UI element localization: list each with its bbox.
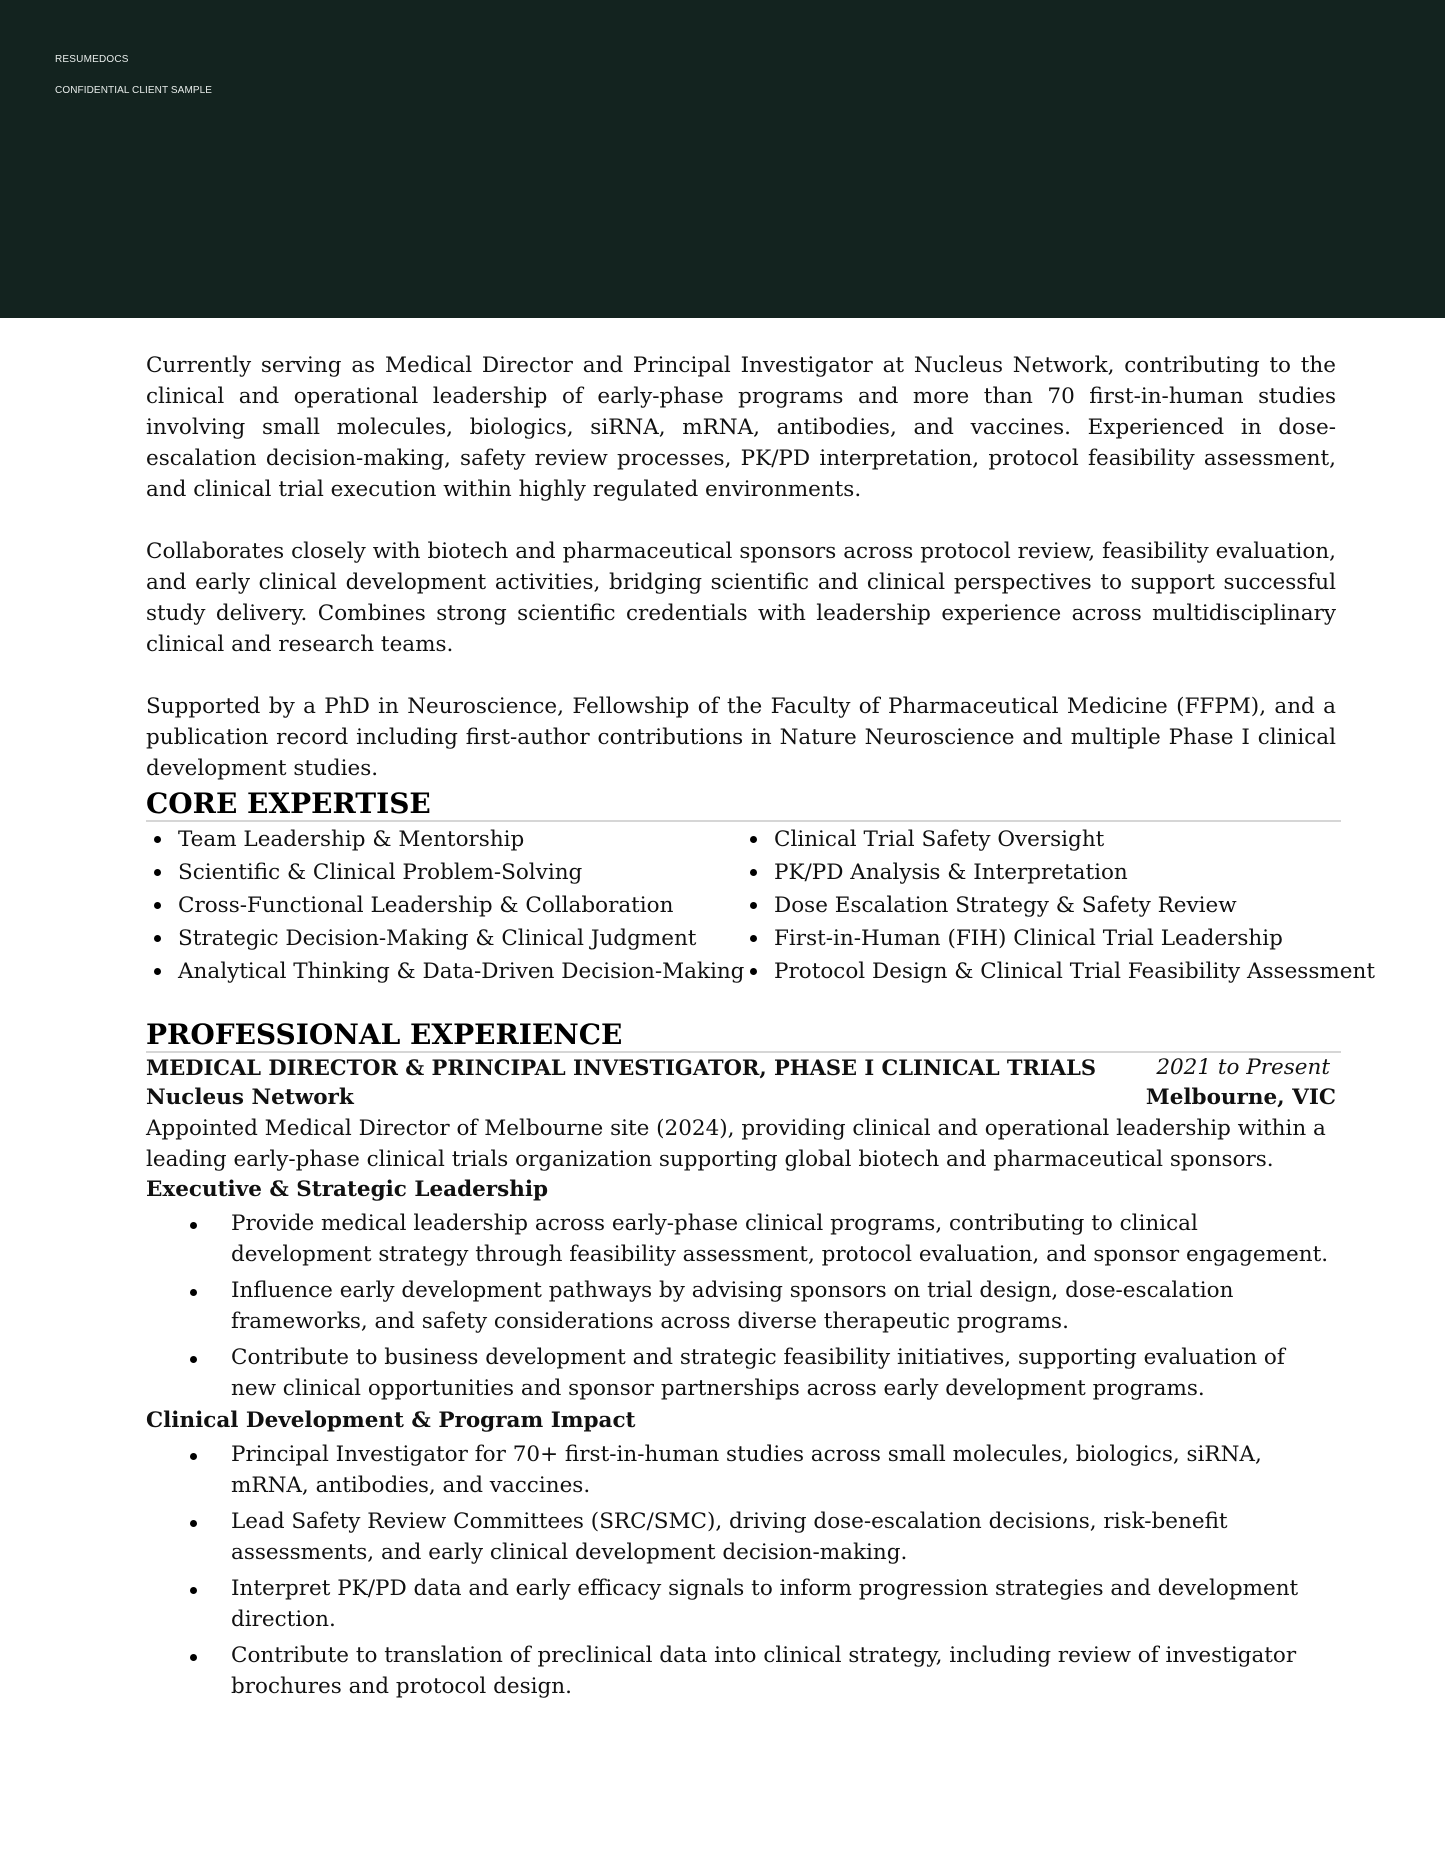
summary-paragraph: Supported by a PhD in Neuroscience, Fellowship of the Faculty of Pharmaceutical Medicine (FFPM), and a publication record including first-author contributions in Nature Neuroscience and multiple Phase I clinical development studies. — [146, 694, 1336, 781]
brand-subtitle: CONFIDENTIAL CLIENT SAMPLE — [55, 85, 213, 96]
job-location: Melbourne, VIC — [1145, 1085, 1336, 1110]
expertise-item: Strategic Decision-Making & Clinical Judgment — [146, 922, 742, 955]
summary-paragraph: Currently serving as Medical Director and Principal Investigator at Nucleus Network, contributing to the clinical and operational leadership of early-phase programs and more than 70 first-in-human studies involving small molecules, biologics, siRNA, mRNA, antibodies, and vaccines. Experienced in dose-escalation decision-making, safety review processes, PK/PD interpretation, protocol feasibility assessment, and clinical trial execution within highly regulated environments. — [146, 353, 1336, 502]
professional-experience-heading: PROFESSIONAL EXPERIENCE — [146, 1015, 1341, 1053]
bullet-item: Contribute to translation of preclinical data into clinical strategy, including review of investigator brochures and protocol design. — [146, 1637, 1336, 1702]
expertise-column-right — [742, 823, 1375, 988]
expertise-item: Cross-Functional Leadership & Collaboration — [146, 889, 742, 922]
job-dates: 2021 to Present — [1156, 1055, 1330, 1080]
bullet-item: Provide medical leadership across early-phase clinical programs, contributing to clinical development strategy through feasibility assessment, protocol evaluation, and sponsor engagement. — [146, 1205, 1336, 1270]
subsection-heading: Executive & Strategic Leadership — [146, 1177, 549, 1202]
resume-content — [146, 350, 1375, 1704]
job-entry — [146, 1053, 1336, 1702]
bullet-item: Lead Safety Review Committees (SRC/SMC), driving dose-escalation decisions, risk-benefit assessments, and early clinical development decision-making. — [146, 1503, 1336, 1568]
expertise-item: Team Leadership & Mentorship — [146, 823, 742, 856]
expertise-item: Protocol Design & Clinical Trial Feasibility Assessment — [742, 955, 1346, 988]
expertise-item: First-in-Human (FIH) Clinical Trial Leadership — [742, 922, 1346, 955]
bullet-list — [146, 1436, 1336, 1702]
bullet-item: Interpret PK/PD data and early efficacy signals to inform progression strategies and development direction. — [146, 1570, 1336, 1635]
expertise-item: Scientific & Clinical Problem-Solving — [146, 856, 742, 889]
expertise-item: PK/PD Analysis & Interpretation — [742, 856, 1346, 889]
expertise-column-left — [146, 823, 745, 988]
professional-summary — [146, 350, 1336, 784]
core-expertise-list — [146, 823, 1375, 988]
organization-name: Nucleus Network — [146, 1085, 354, 1110]
bullet-list — [146, 1205, 1336, 1404]
organization-row — [146, 1082, 1336, 1113]
subsection-heading: Clinical Development & Program Impact — [146, 1408, 636, 1433]
expertise-item: Analytical Thinking & Data-Driven Decision-Making — [146, 955, 742, 988]
job-description: Appointed Medical Director of Melbourne site (2024), providing clinical and operational leadership within a leading early-phase clinical trials organization supporting global biotech and pharmaceutical sponsors. — [146, 1116, 1326, 1172]
job-title-row — [146, 1053, 1336, 1082]
job-title: MEDICAL DIRECTOR & PRINCIPAL INVESTIGATOR, PHASE I CLINICAL TRIALS — [146, 1055, 1097, 1080]
bullet-item: Principal Investigator for 70+ first-in-human studies across small molecules, biologics, siRNA, mRNA, antibodies, and vaccines. — [146, 1436, 1336, 1501]
bullet-item: Influence early development pathways by advising sponsors on trial design, dose-escalation frameworks, and safety considerations across diverse therapeutic programs. — [146, 1272, 1336, 1337]
core-expertise-heading: CORE EXPERTISE — [146, 784, 1341, 822]
summary-paragraph: Collaborates closely with biotech and pharmaceutical sponsors across protocol review, feasibility evaluation, and early clinical development activities, bridging scientific and clinical perspectives to support successful study delivery. Combines strong scientific credentials with leadership experience across multidisciplinary clinical and research teams. — [146, 539, 1336, 657]
bullet-item: Contribute to business development and strategic feasibility initiatives, supporting evaluation of new clinical opportunities and sponsor partnerships across early development programs. — [146, 1339, 1336, 1404]
header-band — [0, 0, 1445, 318]
brand-name: RESUMEDOCS — [55, 54, 129, 65]
expertise-item: Clinical Trial Safety Oversight — [742, 823, 1346, 856]
expertise-item: Dose Escalation Strategy & Safety Review — [742, 889, 1346, 922]
